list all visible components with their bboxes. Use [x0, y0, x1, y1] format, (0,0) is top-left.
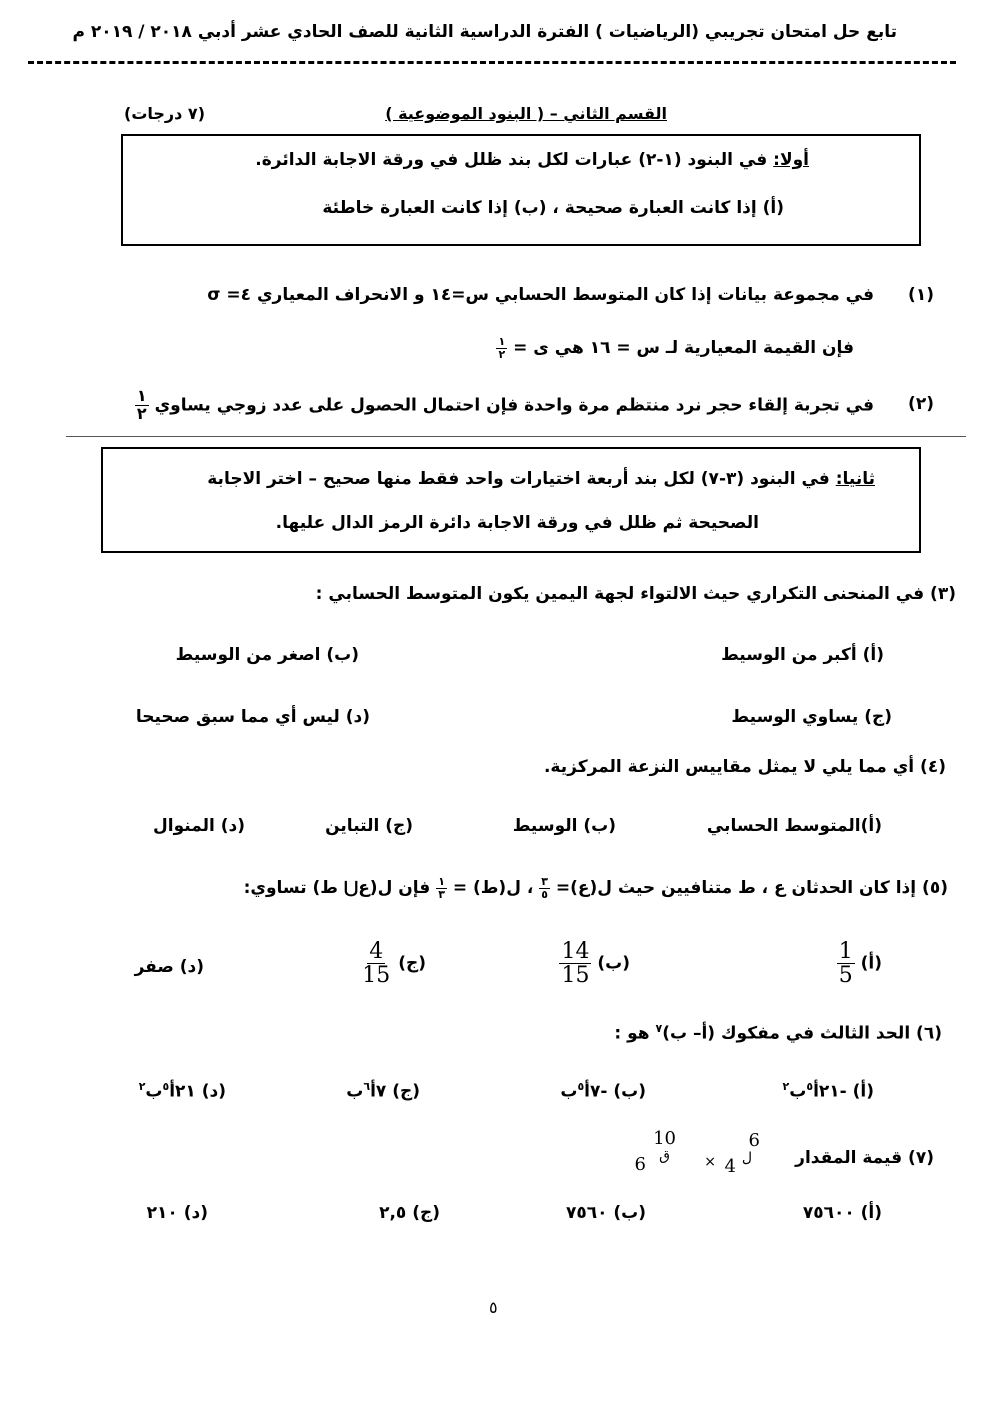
q2-text: في تجربة إلقاء حجر نرد منتظم مرة واحدة فإن احتمال الحصول على عدد زوجي يساوي	[154, 395, 874, 416]
header-divider	[28, 61, 956, 64]
q5-text-part1: إذا كان الحدثان ع ، ط متنافيين حيث ل(ع)=	[555, 878, 917, 899]
q5-frac1-num: ٣	[541, 875, 548, 888]
q6-option-c	[346, 1080, 420, 1102]
q4-option-a: (أ)المتوسط الحسابي	[706, 816, 882, 836]
q5-fraction-2	[436, 876, 447, 900]
q7-q-letter: ق	[659, 1148, 670, 1164]
q5-option-c-label: (ج)	[398, 953, 426, 974]
q5-option-c	[360, 940, 426, 987]
q5-a-num: 1	[838, 939, 853, 964]
q2-fraction	[135, 388, 149, 423]
q6-text-end: هو :	[614, 1023, 656, 1044]
q3-option-a: (أ) أكبر من الوسيط	[721, 645, 884, 665]
q6-line	[614, 1022, 942, 1044]
q1-number: (١)	[908, 285, 934, 305]
q7-option-b: (ب) ٧٥٦٠	[565, 1203, 646, 1223]
q6-option-b	[560, 1080, 646, 1102]
q6-text: (٦) الحد الثالث في مفكوك (أ– ب)	[662, 1023, 942, 1044]
q7-l-superscript: 6	[748, 1130, 760, 1151]
q6-option-a	[783, 1080, 874, 1102]
q6-d-mid: ب	[145, 1081, 163, 1102]
section-grade: (٧ درجات)	[124, 104, 205, 123]
part1-line2: (أ) إذا كانت العبارة صحيحة ، (ب) إذا كانت العبارة خاطئة	[322, 198, 784, 218]
q5-frac2-den: ٣	[438, 887, 445, 901]
q7-l-letter: ل	[741, 1150, 752, 1166]
q5-b-num: 14	[561, 939, 590, 964]
part2-instructions-box	[101, 447, 921, 553]
part2-label: ثانيا:	[835, 469, 875, 489]
q4-option-b: (ب) الوسيط	[512, 816, 616, 836]
q7-option-d: (د) ٢١٠	[146, 1203, 208, 1223]
q4-text: (٤) أي مما يلي لا يمثل مقاييس النزعة المركزية.	[543, 757, 946, 777]
q6-c-pre: (ج) ٧أ	[370, 1081, 420, 1102]
q3-option-c: (ج) يساوي الوسيط	[731, 707, 892, 727]
part2-line2: الصحيحة ثم ظلل في ورقة الاجابة دائرة الرمز الدال عليها.	[275, 513, 759, 533]
section-divider	[66, 436, 966, 437]
part2-line1	[207, 469, 875, 489]
q5-number: (٥)	[922, 878, 948, 899]
q5-option-c-fraction	[360, 940, 392, 987]
q6-a-e1: ٥	[806, 1080, 814, 1093]
q3-option-d: (د) ليس أي مما سبق صحيحا	[135, 707, 370, 727]
q1-fraction	[496, 336, 507, 360]
q6-c-e1: ٦	[363, 1080, 371, 1093]
part1-line1-text: في البنود (١-٢) عبارات لكل بند ظلل في ورقة الاجابة الدائرة.	[255, 150, 774, 170]
q7-option-c: (ج) ٢,٥	[379, 1203, 440, 1223]
q5-text-part2: ، ل(ط) =	[452, 878, 534, 899]
q1-frac-den: ٢	[498, 347, 506, 361]
q7-text: (٧) قيمة المقدار	[795, 1148, 934, 1168]
q7-expression	[634, 1124, 780, 1178]
q6-a-e2: ٢	[782, 1080, 790, 1093]
q5-option-a	[837, 940, 882, 987]
q5-c-den: 15	[362, 963, 391, 989]
q1-line1: في مجموعة بيانات إذا كان المتوسط الحسابي س=١٤ و الانحراف المعياري ٤= σ	[207, 285, 874, 305]
q7-q-subscript: 6	[634, 1154, 646, 1175]
q5-frac1-den: ٥	[541, 887, 548, 901]
q5-c-num: 4	[369, 939, 384, 964]
q5-line	[244, 876, 948, 900]
q2-number: (٢)	[908, 394, 934, 414]
q6-b-e1: ٥	[577, 1080, 585, 1093]
q7-times-sign: ×	[704, 1154, 716, 1170]
q6-b-mid: ب	[560, 1081, 578, 1102]
q7-q-superscript: 10	[653, 1128, 676, 1149]
q6-option-d	[139, 1080, 226, 1102]
q6-d-e2: ٢	[138, 1080, 146, 1093]
page-number: ٥	[489, 1298, 498, 1317]
q5-option-a-fraction	[837, 940, 855, 987]
q3-option-b: (ب) اصغر من الوسيط	[175, 645, 359, 665]
page-header: تابع حل امتحان تجريبي (الرياضيات ) الفترة الدراسية الثانية للصف الحادي عشر أدبي ٢٠١٨ / ٢٠١٩ م	[72, 22, 897, 42]
q5-fraction-1	[539, 876, 550, 900]
q5-option-b-fraction	[559, 940, 591, 987]
q2-frac-den: ٢	[136, 403, 147, 423]
q1-frac-num: ١	[498, 335, 506, 348]
q6-d-pre: (د) ٢١أ	[169, 1081, 226, 1102]
q5-b-den: 15	[561, 963, 590, 989]
part1-label: أولا:	[773, 150, 809, 170]
q6-c-mid: ب	[346, 1081, 364, 1102]
q1-line2	[496, 336, 854, 360]
q7-option-a: (أ) ٧٥٦٠٠	[802, 1203, 882, 1223]
q5-a-den: 5	[838, 963, 853, 989]
q6-exponent: ٧	[655, 1022, 663, 1035]
part2-line1-text: في البنود (٣-٧) لكل بند أربعة اختيارات واحد فقط منها صحيح – اختر الاجابة	[207, 469, 836, 489]
q2-frac-num: ١	[136, 386, 147, 405]
q5-text-part3: فإن ل(ع⋃ ط) تساوي:	[243, 878, 431, 899]
q6-a-mid: ب	[789, 1081, 807, 1102]
q5-frac2-num: ١	[438, 875, 445, 888]
q1-line2-text: فإن القيمة المعيارية لـ س = ١٦ هي ى =	[513, 338, 854, 359]
q6-b-pre: (ب) -٧أ	[584, 1081, 646, 1102]
q4-option-c: (ج) التباين	[325, 816, 413, 836]
part1-instructions-box	[121, 134, 921, 246]
q5-option-d: (د) صفر	[134, 957, 204, 977]
q4-option-d: (د) المنوال	[153, 816, 245, 836]
part1-line1	[255, 150, 809, 170]
q7-l-subscript: 4	[724, 1156, 736, 1177]
q6-d-e1: ٥	[162, 1080, 170, 1093]
q5-option-b	[559, 940, 630, 987]
q3-text: (٣) في المنحنى التكراري حيث الالتواء لجهة اليمين يكون المتوسط الحسابي :	[315, 584, 956, 604]
section-title: القسم الثاني – ( البنود الموضوعية )	[385, 104, 667, 123]
q5-option-b-label: (ب)	[597, 953, 630, 974]
q5-option-a-label: (أ)	[860, 953, 882, 974]
q6-a-pre: (أ) -٢١أ	[813, 1081, 874, 1102]
q2-line	[135, 388, 874, 423]
